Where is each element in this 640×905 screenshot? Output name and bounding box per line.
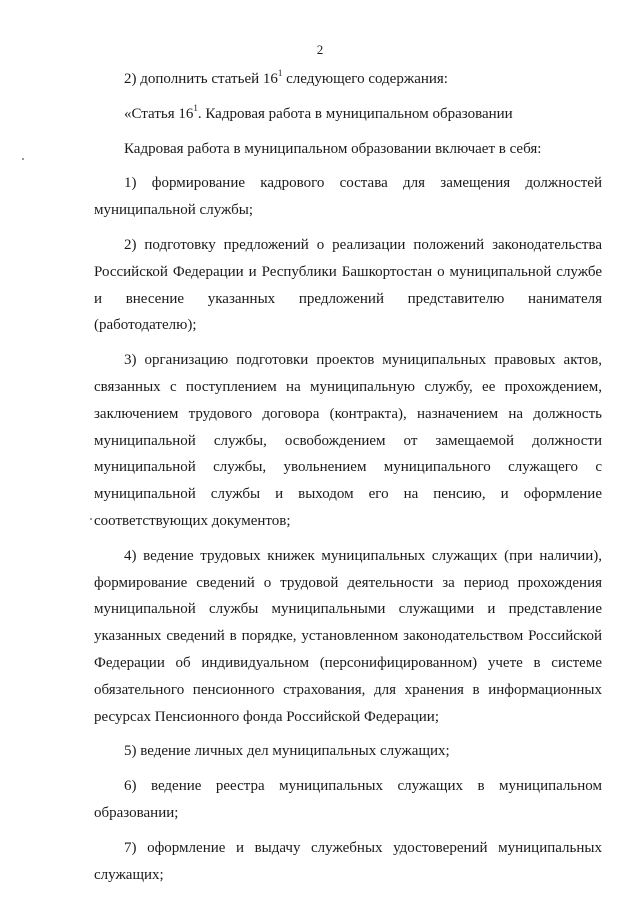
article-title-superscript: 1 — [193, 102, 198, 113]
scan-artifact — [90, 518, 92, 520]
list-item-7: 7) оформление и выдачу служебных удостоверений муниципальных служащих; — [94, 839, 602, 883]
list-item-1: 1) формирование кадрового состава для замещения должностей муниципальной службы; — [94, 175, 602, 219]
article-lead-paragraph: Кадровая работа в муниципальном образовании включает в себя: — [124, 140, 542, 157]
list-item-2: 2) подготовку предложений о реализации положений законодательства Российской Федерации и Республики Башкортостан о муниципальной службе и внесение указанных предложений представителю нанимателя (работодателю); — [94, 236, 602, 334]
page-number: 2 — [316, 42, 324, 57]
amendment-intro-text-end: следующего содержания: — [282, 71, 448, 87]
article-superscript: 1 — [277, 68, 283, 78]
document-body — [94, 66, 602, 888]
article-title-text-end: . Кадровая работа в муниципальном образовании — [197, 105, 513, 122]
amendment-intro-text: 2) дополнить статьей 16 — [124, 71, 278, 87]
list-item-6: 6) ведение реестра муниципальных служащих в муниципальном образовании; — [94, 778, 602, 821]
list-item-3: 3) организацию подготовки проектов муниципальных правовых актов, связанных с поступлением на муниципальную службу, ее прохождением, заключением трудового договора (контракта), назначением на должность муниципальной службы, освобождением от замещаемой должности муниципальной службы, увольнением муниципального служащего с муниципальной службы и выходом его на пенсию, и оформление соответствующих документов; — [94, 352, 602, 529]
scan-artifact — [22, 158, 24, 160]
amendment-intro-paragraph — [94, 66, 602, 93]
list-item-4: 4) ведение трудовых книжек муниципальных служащих (при наличии), формирование сведений о трудовой деятельности за период прохождения муниципальной службы муниципальными служащими и представление указанных сведений в порядке, установленном законодательством Российской Федерации об индивидуальном (персонифицированном) учете в системе обязательного пенсионного страхования, для хранения в информационных ресурсах Пенсионного фонда Российской Федерации; — [94, 547, 602, 725]
list-item-5: 5) ведение личных дел муниципальных служащих; — [124, 743, 450, 760]
article-title-text: «Статья 16 — [124, 105, 194, 122]
article-title — [94, 101, 602, 128]
